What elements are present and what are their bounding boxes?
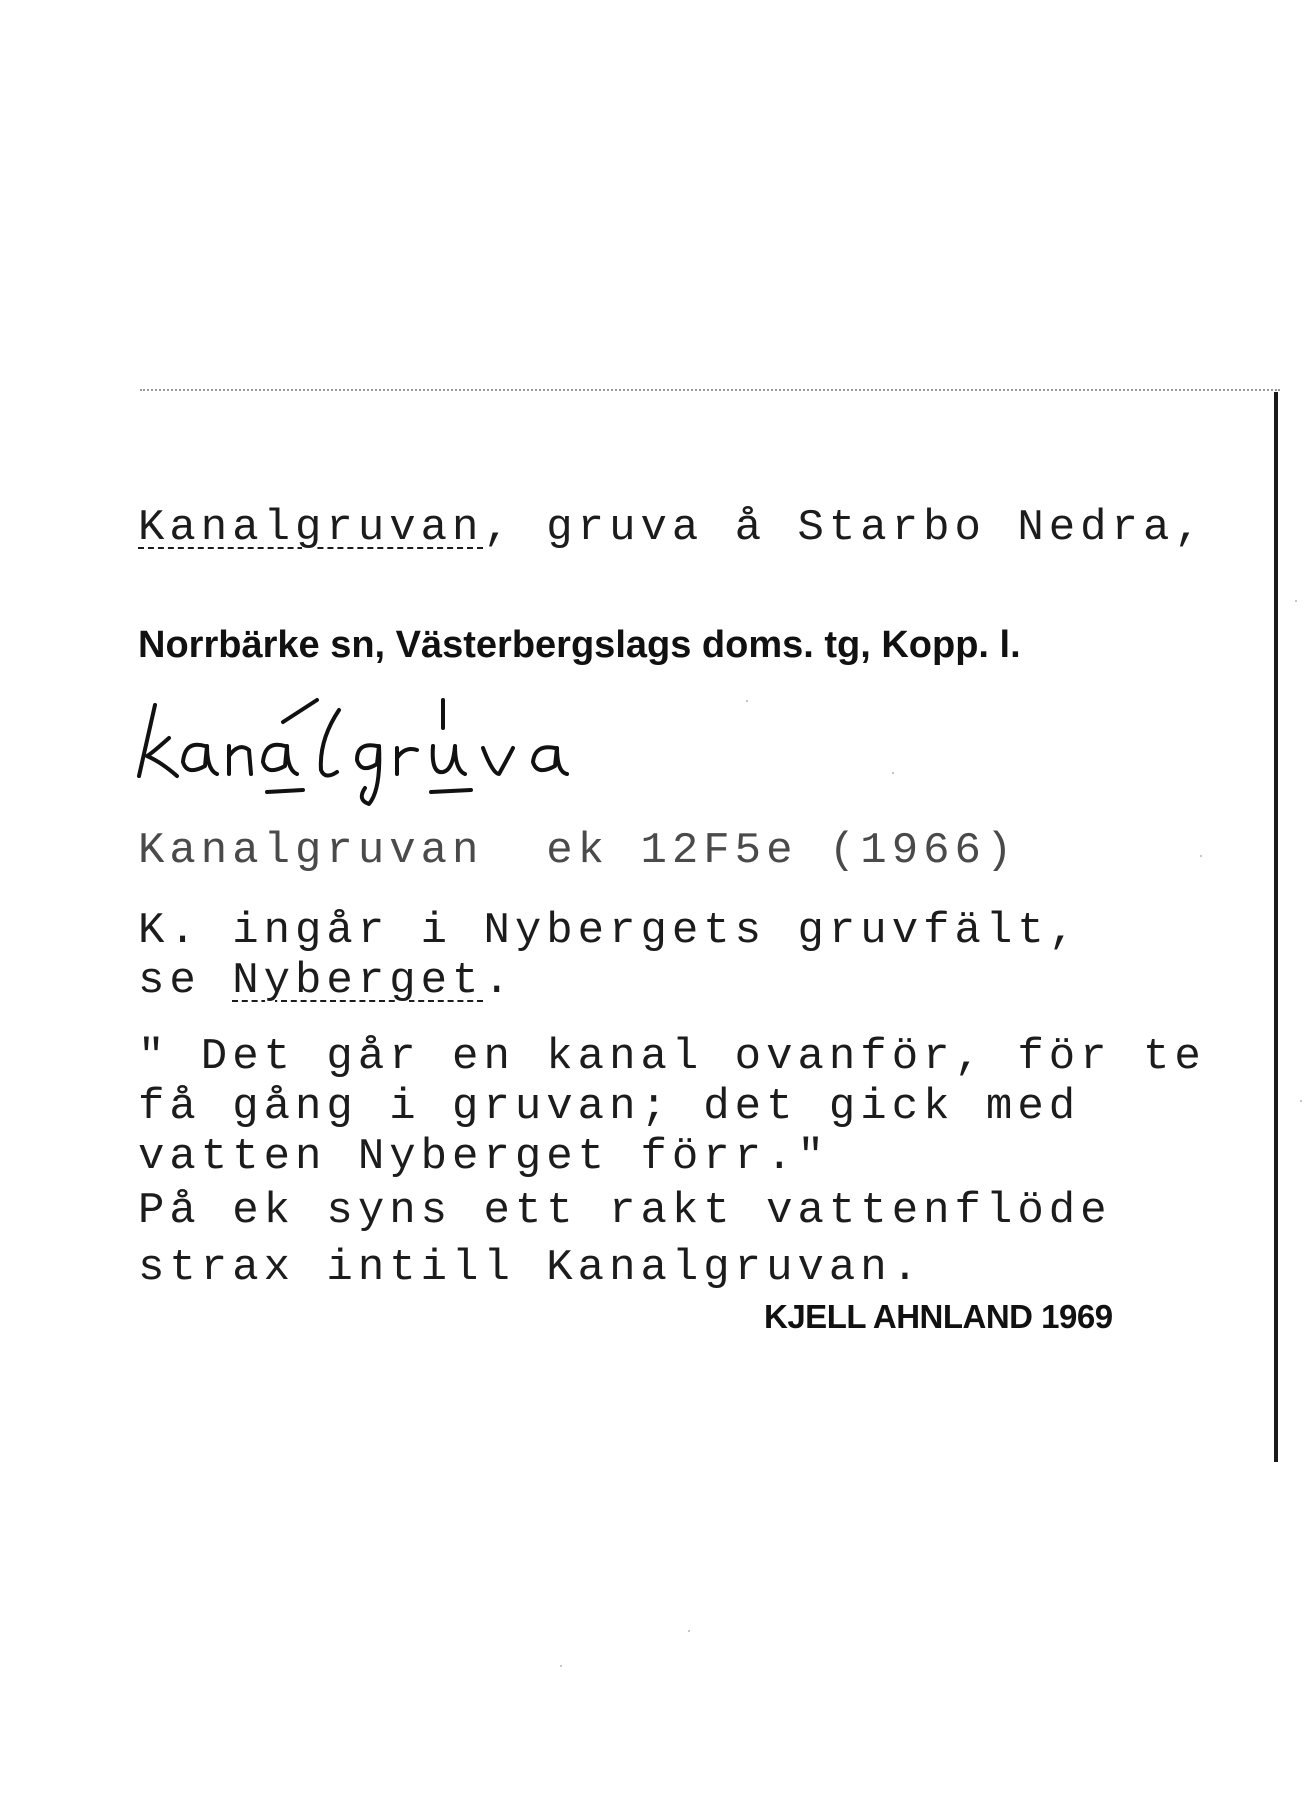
signature: KJELL AHNLAND 1969	[764, 1298, 1113, 1335]
quote-line-2: få gång i gruvan; det gick med	[138, 1082, 1081, 1132]
entry-heading-rest: , gruva å Starbo Nedra,	[483, 503, 1206, 553]
card-top-edge	[140, 389, 1280, 391]
map-reference-line: Kanalgruvan ek 12F5e (1966)	[138, 826, 1018, 876]
note-line-1: På ek syns ett rakt vattenflöde	[138, 1186, 1112, 1236]
crossref-suffix: .	[483, 956, 515, 1006]
speck	[1300, 1100, 1302, 1102]
speck	[892, 772, 894, 774]
speck	[560, 1665, 562, 1667]
crossref-line-1: K. ingår i Nybergets gruvfält,	[138, 906, 1081, 956]
speck	[688, 1630, 690, 1632]
entry-name: Kanalgruvan	[138, 503, 484, 553]
location-line: Norrbärke sn, Västerbergslags doms. tg, Kopp. l.	[138, 624, 1021, 666]
crossref-link-nyberget: Nyberget	[232, 956, 484, 1006]
speck	[1295, 600, 1297, 602]
note-line-2: strax intill Kanalgruvan.	[138, 1243, 924, 1293]
pronunciation-handwriting	[125, 680, 685, 810]
card-heading	[138, 503, 1206, 553]
card-right-edge	[1274, 392, 1278, 1462]
quote-line-3: vatten Nyberget förr."	[138, 1132, 829, 1182]
crossref-line-2	[138, 956, 515, 1006]
speck	[746, 700, 748, 702]
crossref-prefix: se	[138, 956, 233, 1006]
quote-line-1: " Det går en kanal ovanför, för te	[138, 1032, 1206, 1082]
speck	[1200, 855, 1202, 857]
